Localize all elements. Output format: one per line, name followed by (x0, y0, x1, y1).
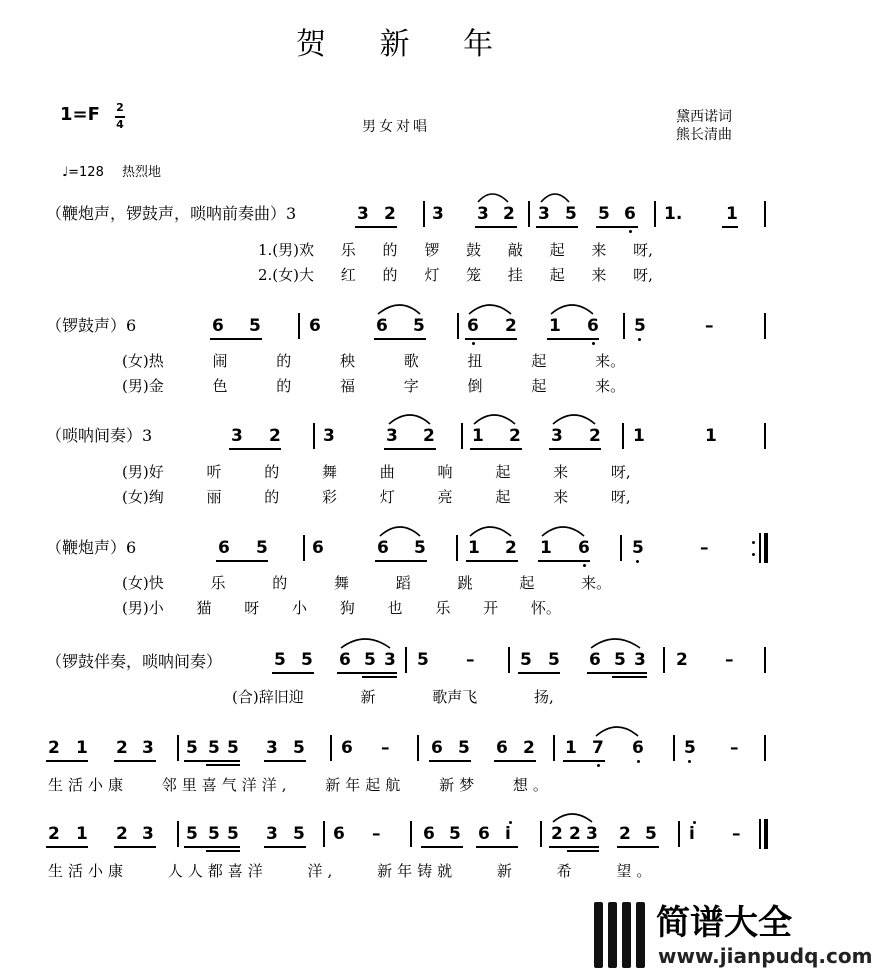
slur (378, 305, 420, 314)
beam (475, 226, 517, 228)
note: 5 (548, 650, 560, 670)
row-5-lyrics-1: (合)辞旧迎 新 歌声飞 扬, (232, 688, 554, 706)
barline (405, 647, 407, 673)
note: 5 (208, 824, 220, 844)
barline (461, 423, 463, 449)
piano-key-icon (594, 902, 603, 968)
note: – (466, 650, 475, 670)
slur (389, 415, 430, 424)
barline (764, 647, 766, 673)
barline (508, 647, 510, 673)
row-2-lead: （锣鼓声）6 (46, 316, 137, 335)
barline (528, 201, 530, 227)
barline (663, 647, 665, 673)
beam (337, 672, 397, 674)
note: 5 (227, 824, 239, 844)
slur (469, 305, 511, 314)
note: 3 (266, 824, 278, 844)
note: 6 (624, 204, 636, 224)
piano-key-icon (608, 902, 617, 968)
note: – (381, 738, 390, 758)
note: 1 (468, 538, 480, 558)
low-octave-dot (583, 564, 586, 567)
note: 1 (633, 426, 645, 446)
note: 2 (503, 204, 515, 224)
time-signature-bottom: 4 (116, 118, 124, 131)
note: 5 (293, 738, 305, 758)
subtitle: 男女对唱 (362, 119, 430, 135)
note: 3 (266, 738, 278, 758)
note: 2 (676, 650, 688, 670)
time-signature-top: 2 (116, 101, 124, 114)
note: 2 (116, 824, 128, 844)
note: 5 (632, 538, 644, 558)
note: 5 (634, 316, 646, 336)
note: 6 (218, 538, 230, 558)
watermark-url: www.jianpudq.com (658, 944, 872, 968)
note: 1 (76, 738, 88, 758)
note: 3 (386, 426, 398, 446)
note: 3 (432, 204, 444, 224)
note: 3 (538, 204, 550, 224)
beam (216, 560, 268, 562)
note: 6 (312, 538, 324, 558)
beam (470, 448, 522, 450)
barline (623, 313, 625, 339)
beam (355, 226, 397, 228)
beam (184, 846, 240, 848)
slur (470, 527, 511, 536)
final-barline-thick (764, 819, 768, 849)
note: – (372, 824, 381, 844)
note: 1. (664, 204, 683, 224)
beam (272, 672, 314, 674)
note: 2 (48, 824, 60, 844)
high-octave-dot (509, 821, 512, 824)
note: – (732, 824, 741, 844)
barline (764, 201, 766, 227)
note: 5 (301, 650, 313, 670)
row-3-lead: （唢呐间奏）3 (46, 426, 153, 445)
beam (429, 760, 471, 762)
note: 2 (589, 426, 601, 446)
note: 1 (726, 204, 738, 224)
note: 5 (364, 650, 376, 670)
slur (542, 527, 584, 536)
row-4-lyrics-1: (女)快 乐 的 舞 蹈 跳 起 来。 (122, 574, 612, 592)
slur (341, 639, 390, 648)
low-octave-dot (472, 342, 475, 345)
note: 1 (472, 426, 484, 446)
note: 2 (509, 426, 521, 446)
note: 1 (565, 738, 577, 758)
tempo-marking: ♩=128 (62, 165, 104, 180)
slur (553, 814, 592, 822)
barline (764, 423, 766, 449)
low-octave-dot (638, 338, 641, 341)
beam (596, 226, 638, 228)
note: – (725, 650, 734, 670)
note: 6 (377, 538, 389, 558)
note: 6 (212, 316, 224, 336)
note: i (505, 824, 511, 844)
beam (563, 760, 605, 762)
note: 6 (341, 738, 353, 758)
beam (465, 338, 517, 340)
repeat-barline-thick (764, 533, 768, 563)
note: 6 (309, 316, 321, 336)
repeat-dot (752, 541, 755, 544)
note: 1 (705, 426, 717, 446)
row-4-lead: （鞭炮声）6 (46, 538, 137, 557)
low-octave-dot (592, 342, 595, 345)
note: 6 (333, 824, 345, 844)
beam (547, 338, 599, 340)
beam (722, 226, 738, 228)
note: 6 (423, 824, 435, 844)
beam (210, 338, 262, 340)
barline (622, 423, 624, 449)
song-title: 贺 新 年 (296, 27, 516, 62)
note: 3 (384, 650, 396, 670)
beam (362, 676, 397, 678)
barline (673, 735, 675, 761)
note: 2 (423, 426, 435, 446)
row-1-lead: （鞭炮声，锣鼓声，唢呐前奏曲）3 (46, 204, 297, 223)
note: 6 (478, 824, 490, 844)
barline (423, 201, 425, 227)
final-barline-thin (759, 819, 761, 849)
note: 6 (496, 738, 508, 758)
beam (46, 846, 88, 848)
note: 6 (589, 650, 601, 670)
note: 5 (208, 738, 220, 758)
note: 5 (565, 204, 577, 224)
beam (46, 760, 88, 762)
barline (313, 423, 315, 449)
beam (421, 846, 463, 848)
low-octave-dot (629, 230, 632, 233)
note: 2 (619, 824, 631, 844)
note: 3 (231, 426, 243, 446)
note: 5 (227, 738, 239, 758)
note: 5 (520, 650, 532, 670)
note: – (730, 738, 739, 758)
barline (417, 735, 419, 761)
piano-key-icon (636, 902, 645, 968)
row-3-lyrics-2: (女)绚 丽 的 彩 灯 亮 起 来 呀, (122, 488, 631, 506)
beam (536, 226, 578, 228)
row-5-lead: （锣鼓伴奏，唢呐间奏） (46, 652, 223, 671)
note: 3 (323, 426, 335, 446)
note: 5 (186, 738, 198, 758)
lyricist: 黛西诺词 (676, 109, 732, 125)
barline (298, 313, 300, 339)
note: 5 (186, 824, 198, 844)
piano-key-icon (622, 902, 631, 968)
slur (551, 305, 593, 314)
barline (620, 535, 622, 561)
barline (323, 821, 325, 847)
note: 5 (417, 650, 429, 670)
barline (456, 535, 458, 561)
beam (229, 448, 281, 450)
row-1-lyrics-1: 1.(男)欢 乐 的 锣 鼓 敲 起 来 呀, (258, 241, 653, 259)
barline (678, 821, 680, 847)
composer: 熊长清曲 (676, 127, 732, 143)
beam (206, 850, 240, 852)
watermark-brand: 简谱大全 (656, 903, 792, 943)
note: 5 (645, 824, 657, 844)
beam (466, 560, 518, 562)
note: 5 (458, 738, 470, 758)
beam (374, 338, 426, 340)
note: 5 (449, 824, 461, 844)
note: 3 (357, 204, 369, 224)
beam (184, 760, 240, 762)
barline (553, 735, 555, 761)
note: 7 (592, 738, 604, 758)
row-4-lyrics-2: (男)小 猫 呀 小 狗 也 乐 开 怀。 (122, 599, 561, 617)
note: 3 (551, 426, 563, 446)
note: 6 (632, 738, 644, 758)
low-octave-dot (597, 764, 600, 767)
low-octave-dot (688, 760, 691, 763)
note: 2 (384, 204, 396, 224)
low-octave-dot (636, 560, 639, 563)
note: 1 (76, 824, 88, 844)
note: 6 (587, 316, 599, 336)
slur (596, 727, 638, 736)
note: 2 (551, 824, 563, 844)
note: 6 (376, 316, 388, 336)
beam (587, 672, 647, 674)
note: 2 (48, 738, 60, 758)
barline (410, 821, 412, 847)
slur (591, 639, 640, 648)
beam (384, 448, 436, 450)
beam (518, 672, 560, 674)
row-2-lyrics-2: (男)金 色 的 福 字 倒 起 来。 (122, 377, 626, 395)
note: 5 (413, 316, 425, 336)
row-1-lyrics-2: 2.(女)大 红 的 灯 笼 挂 起 来 呀, (258, 266, 653, 284)
note: 2 (116, 738, 128, 758)
barline (764, 313, 766, 339)
note: 2 (505, 538, 517, 558)
note: 6 (431, 738, 443, 758)
note: 6 (578, 538, 590, 558)
barline (654, 201, 656, 227)
note: 3 (142, 824, 154, 844)
note: 3 (142, 738, 154, 758)
barline (303, 535, 305, 561)
row-7-lyrics: 生活小康 人人都喜洋 洋, 新年铸就 新 希 望。 (48, 862, 657, 880)
note: 3 (634, 650, 646, 670)
beam (549, 448, 601, 450)
beam (264, 846, 306, 848)
beam (114, 846, 156, 848)
row-3-lyrics-1: (男)好 听 的 舞 曲 响 起 来 呀, (122, 463, 631, 481)
note: 2 (269, 426, 281, 446)
barline (177, 821, 179, 847)
repeat-dot (752, 553, 755, 556)
note: – (700, 538, 709, 558)
note: 2 (569, 824, 581, 844)
beam (476, 846, 518, 848)
note: 5 (414, 538, 426, 558)
beam (114, 760, 156, 762)
note: 5 (614, 650, 626, 670)
slur (380, 527, 420, 536)
row-6-lyrics: 生活小康 邻里喜气洋洋, 新年起航 新梦 想。 (48, 776, 553, 794)
repeat-barline-thin (759, 533, 761, 563)
note: 1 (540, 538, 552, 558)
note: i (689, 824, 695, 844)
beam (617, 846, 659, 848)
note: 6 (467, 316, 479, 336)
note: 5 (293, 824, 305, 844)
beam (538, 560, 590, 562)
row-2-lyrics-1: (女)热 闹 的 秧 歌 扭 起 来。 (122, 352, 626, 370)
note: 2 (523, 738, 535, 758)
expression-marking: 热烈地 (122, 165, 162, 180)
key-signature: 1=F (60, 104, 100, 125)
beam (206, 764, 240, 766)
barline (540, 821, 542, 847)
slur (474, 415, 515, 424)
beam (567, 850, 599, 852)
note: 1 (549, 316, 561, 336)
high-octave-dot (693, 821, 696, 824)
note: 5 (598, 204, 610, 224)
note: 5 (249, 316, 261, 336)
slur (541, 194, 569, 202)
beam (494, 760, 536, 762)
note: 6 (339, 650, 351, 670)
barline (457, 313, 459, 339)
beam (375, 560, 427, 562)
beam (264, 760, 306, 762)
slur (478, 194, 508, 202)
watermark-logo (588, 902, 872, 968)
low-octave-dot (637, 760, 640, 763)
beam (549, 846, 599, 848)
note: 5 (274, 650, 286, 670)
note: 3 (477, 204, 489, 224)
note: 5 (684, 738, 696, 758)
beam (612, 676, 647, 678)
note: 5 (256, 538, 268, 558)
barline (764, 735, 766, 761)
note: 2 (505, 316, 517, 336)
note: 3 (586, 824, 598, 844)
barline (330, 735, 332, 761)
slur (553, 415, 595, 424)
note: – (705, 316, 714, 336)
barline (177, 735, 179, 761)
